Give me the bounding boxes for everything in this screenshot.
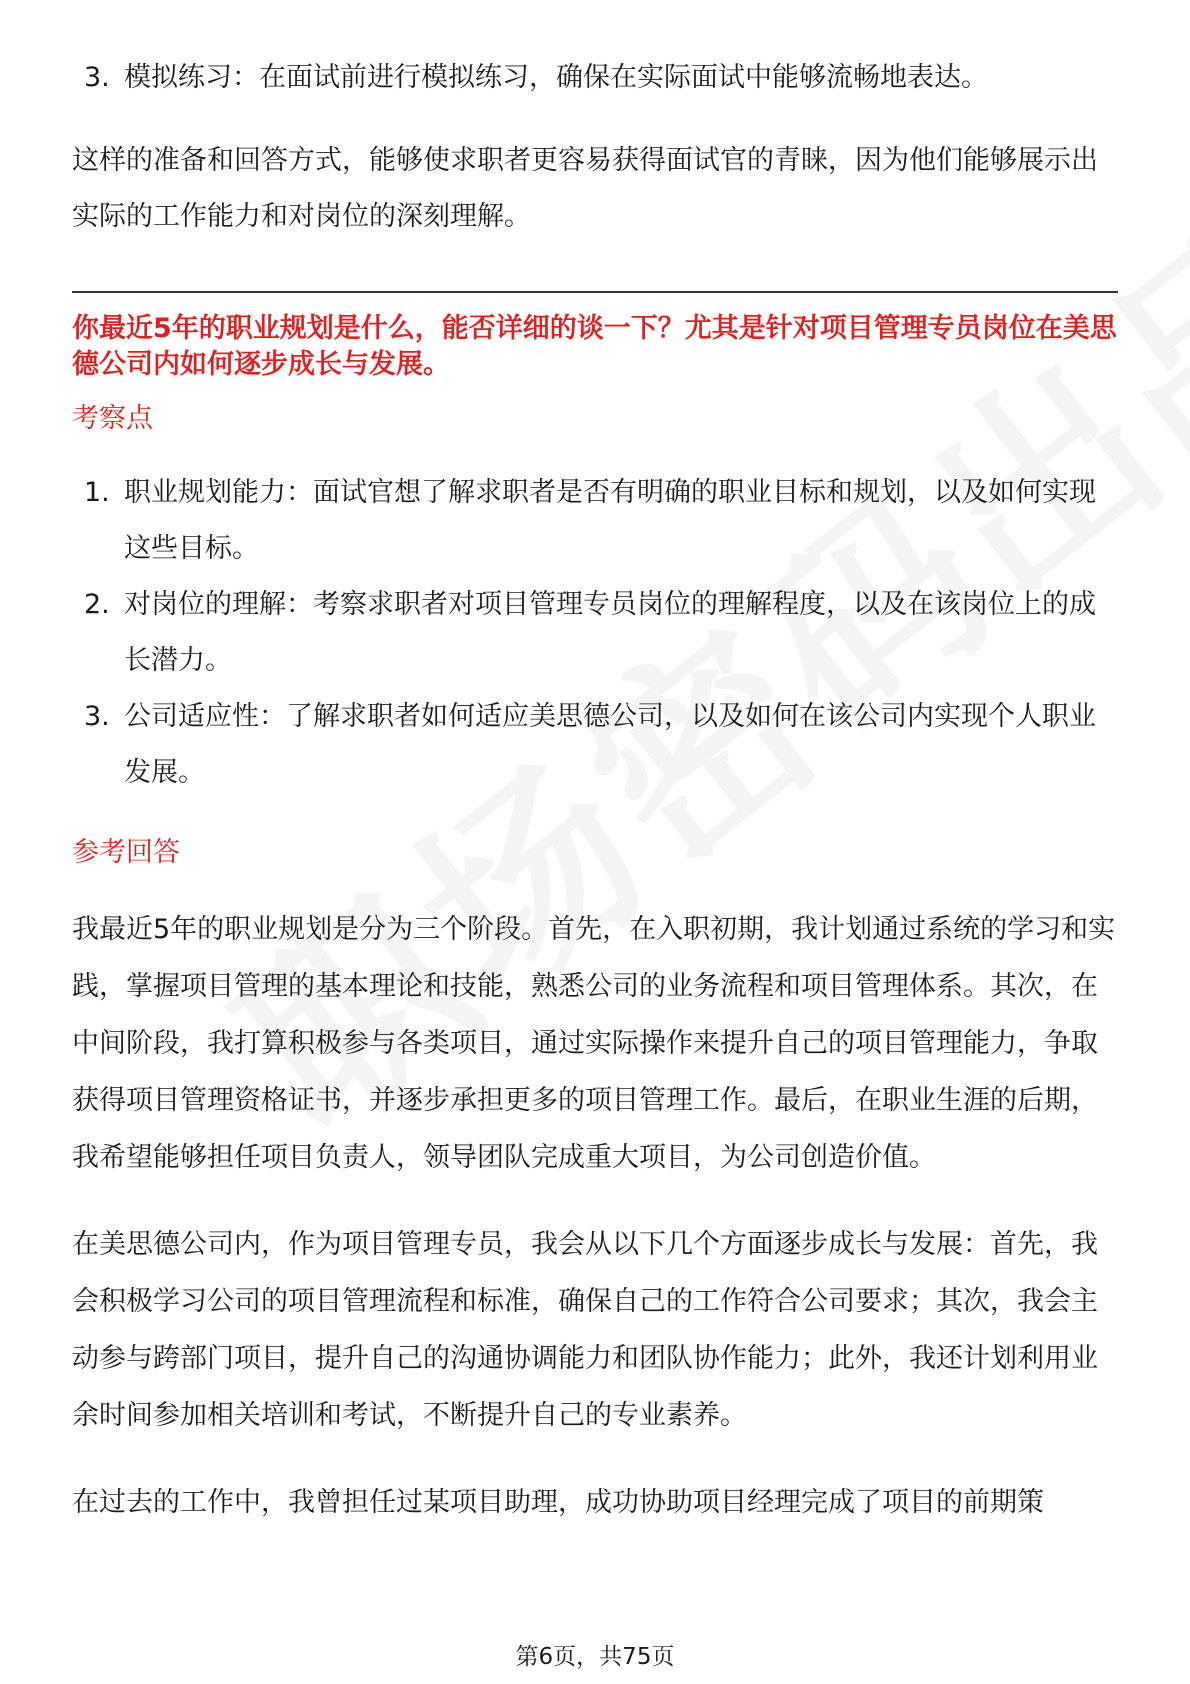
list-item <box>72 689 1118 801</box>
answer-paragraph: 在美思德公司内，作为项目管理专员，我会从以下几个方面逐步成长与发展：首先，我会积极学习公司的项目管理流程和标准，确保自己的工作符合公司要求；其次，我会主动参与跨部门项目，提升自己的沟通协调能力和团队协作能力；此外，我还计划利用业余时间参加相关培训和考试，不断提升自己的专业素养。 <box>72 1229 1098 1431</box>
answer-label: 参考回答 <box>72 837 180 868</box>
list-number: 3. <box>84 701 110 732</box>
page-footer: 第6页，共75页 <box>515 1644 675 1670</box>
list-text: 对岗位的理解：考察求职者对项目管理专员岗位的理解程度，以及在该岗位上的成长潜力。 <box>124 589 1096 676</box>
list-text: 模拟练习：在面试前进行模拟练习，确保在实际面试中能够流畅地表达。 <box>124 62 988 93</box>
intro-paragraph: 这样的准备和回答方式，能够使求职者更容易获得面试官的青睐，因为他们能够展示出实际的工作能力和对岗位的深刻理解。 <box>72 145 1098 232</box>
focus-list <box>72 465 1118 801</box>
top-list <box>72 52 1118 104</box>
list-text: 公司适应性：了解求职者如何适应美思德公司，以及如何在该公司内实现个人职业发展。 <box>124 701 1096 788</box>
answer-paragraph: 我最近5年的职业规划是分为三个阶段。首先，在入职初期，我计划通过系统的学习和实践，掌握项目管理的基本理论和技能，熟悉公司的业务流程和项目管理体系。其次，在中间阶段，我打算积极参与各类项目，通过实际操作来提升自己的项目管理能力，争取获得项目管理资格证书，并逐步承担更多的项目管理工作。最后，在职业生涯的后期，我希望能够担任项目负责人，领导团队完成重大项目，为公司创造价值。 <box>72 914 1116 1173</box>
question-heading: 你最近5年的职业规划是什么，能否详细的谈一下？尤其是针对项目管理专员岗位在美思德公司内如何逐步成长与发展。 <box>72 313 1117 380</box>
focus-label: 考察点 <box>72 403 153 434</box>
answer-paragraph: 在过去的工作中，我曾担任过某项目助理，成功协助项目经理完成了项目的前期策 <box>72 1487 1044 1518</box>
page-content <box>72 52 1118 1531</box>
list-item <box>72 52 1118 104</box>
list-text: 职业规划能力：面试官想了解求职者是否有明确的职业目标和规划，以及如何实现这些目标。 <box>124 477 1096 564</box>
section-divider <box>72 291 1118 293</box>
list-number: 1. <box>84 477 110 508</box>
list-number: 3. <box>84 62 110 93</box>
list-item <box>72 465 1118 577</box>
list-number: 2. <box>84 589 110 620</box>
list-item <box>72 577 1118 689</box>
